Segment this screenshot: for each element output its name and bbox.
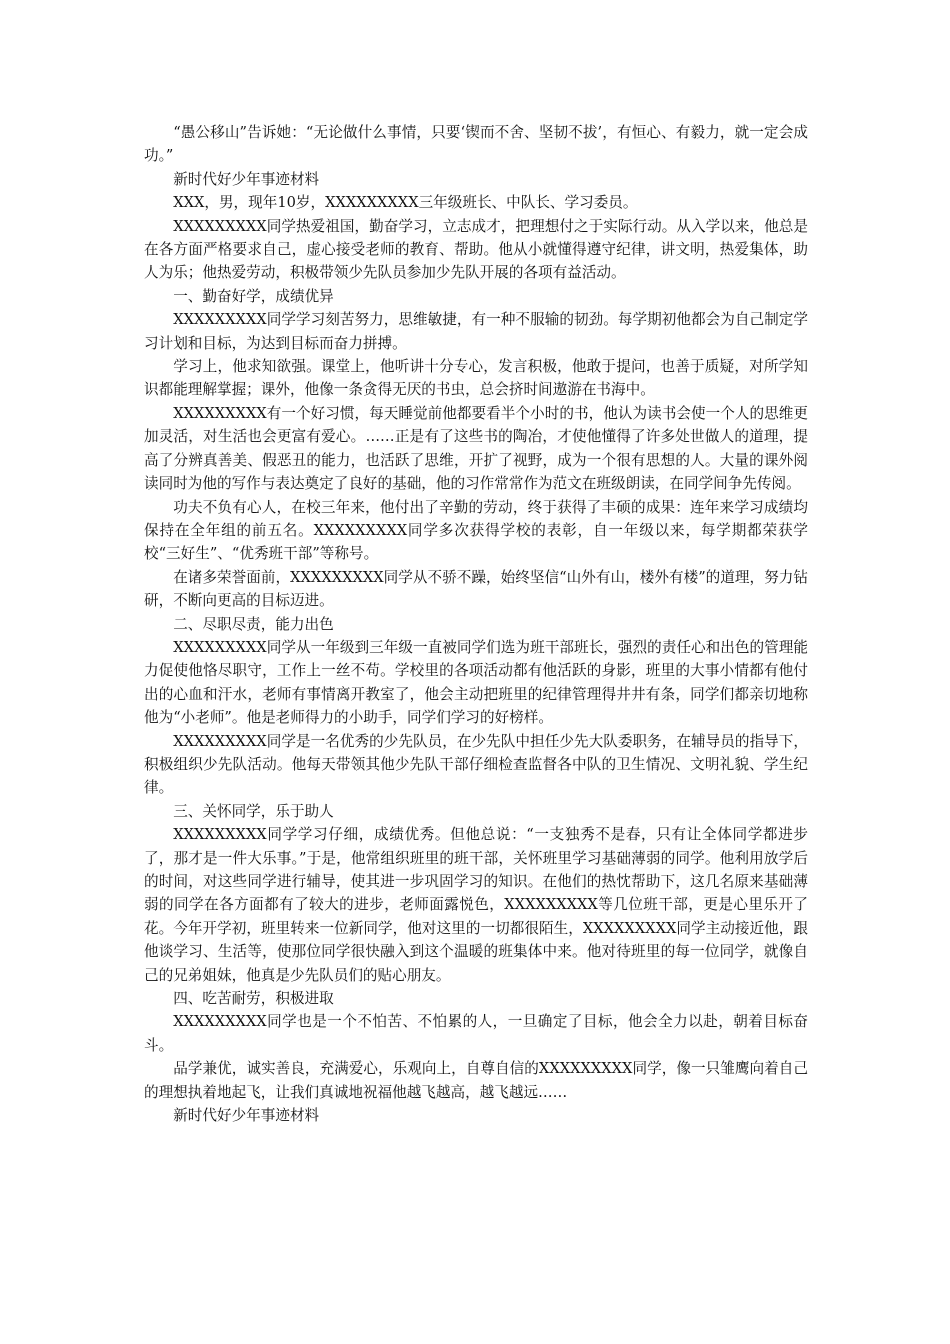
paragraph: XXXXXXXXX同学是一名优秀的少先队员，在少先队中担任少先大队委职务，在辅导员的指导下，积极组织少先队活动。他每天带领其他少先队干部仔细检查监督各中队的卫生情况、文明礼貌、学生纪律。 — [144, 732, 808, 797]
paragraph: XXXXXXXXX同学从一年级到三年级一直被同学们选为班干部班长，强烈的责任心和出色的管理能力促使他恪尽职守，工作上一丝不苟。学校里的各项活动都有他活跃的身影，班里的大事小情都有他付出的心血和汗水，老师有事情离开教室了，他会主动把班里的纪律管理得井井有条，同学们都亲切地称他为“小老师”。他是老师得力的小助手，同学们学习的好榜样。 — [144, 638, 808, 727]
document-title-repeat: 新时代好少年事迹材料 — [173, 1107, 320, 1125]
paragraph-intro-quote: “愚公移山”告诉她：“无论做什么事情，只要‘锲而不舍、坚韧不拔’，有恒心、有毅力，就一定会成功。” — [144, 124, 808, 165]
document-body — [144, 121, 808, 1127]
paragraph: 学习上，他求知欲强。课堂上，他听讲十分专心，发言积极，他敢于提问，也善于质疑，对所学知识都能理解掌握；课外，他像一条贪得无厌的书虫，总会挤时间遨游在书海中。 — [144, 358, 808, 399]
paragraph: XXXXXXXXX有一个好习惯，每天睡觉前他都要看半个小时的书，他认为读书会使一个人的思维更加灵活，对生活也会更富有爱心。……正是有了这些书的陶冶，才使他懂得了许多处世做人的道理，提高了分辨真善美、假恶丑的能力，也活跃了思维，开扩了视野，成为一个很有思想的人。大量的课外阅读同时为他的写作与表达奠定了良好的基础，他的习作常常作为范文在班级朗读，在同学间争先传阅。 — [144, 404, 808, 493]
paragraph-overview: XXXXXXXXX同学热爱祖国，勤奋学习，立志成才，把理想付之于实际行动。从入学以来，他总是在各方面严格要求自己，虚心接受老师的教育、帮助。他从小就懂得遵守纪律，讲文明，热爱集体，助人为乐；他热爱劳动，积极带领少先队员参加少先队开展的各项有益活动。 — [144, 217, 808, 282]
paragraph: 功夫不负有心人，在校三年来，他付出了辛勤的劳动，终于获得了丰硕的成果：连年来学习成绩均保持在全年组的前五名。XXXXXXXXX同学多次获得学校的表彰，自一年级以来，每学期都荣获学校“三好生”、“优秀班干部”等称号。 — [144, 498, 808, 563]
section-heading-3: 三、关怀同学，乐于助人 — [173, 802, 334, 820]
document-title: 新时代好少年事迹材料 — [173, 170, 320, 188]
paragraph: XXXXXXXXX同学也是一个不怕苦、不怕累的人，一旦确定了目标，他会全力以赴，朝着目标奋斗。 — [144, 1013, 808, 1054]
section-heading-4: 四、吃苦耐劳，积极进取 — [173, 990, 334, 1008]
paragraph: XXXXXXXXX同学学习刻苦努力，思维敏捷，有一种不服输的韧劲。每学期初他都会为自己制定学习计划和目标，为达到目标而奋力拼搏。 — [144, 311, 808, 352]
paragraph: 在诸多荣誉面前，XXXXXXXXX同学从不骄不躁，始终坚信“山外有山，楼外有楼”的道理，努力钻研，不断向更高的目标迈进。 — [144, 568, 808, 610]
section-heading-2: 二、尽职尽责，能力出色 — [173, 615, 334, 633]
paragraph: XXXXXXXXX同学学习仔细，成绩优秀。但他总说：“一支独秀不是春，只有让全体同学都进步了，那才是一件大乐事。”于是，他常组织班里的班干部，关怀班里学习基础薄弱的同学。他利用放学后的时间，对这些同学进行辅导，使其进一步巩固学习的知识。在他们的热忱帮助下，这几名原来基础薄弱的同学在各方面都有了较大的进步，老师面露悦色，XXXXXXXXX等几位班干部，更是心里乐开了花。今年开学初，班里转来一位新同学，他对这里的一切都很陌生，XXXXXXXXX同学主动接近他，跟他谈学习、生活等，使那位同学很快融入到这个温暖的班集体中来。他对待班里的每一位同学，就像自己的兄弟姐妹，他真是少先队员们的贴心朋友。 — [144, 826, 808, 984]
student-profile: XXX，男，现年10岁，XXXXXXXXX三年级班长、中队长、学习委员。 — [173, 194, 638, 212]
section-heading-1: 一、勤奋好学，成绩优异 — [173, 287, 334, 305]
paragraph-closing: 品学兼优，诚实善良，充满爱心，乐观向上，自尊自信的XXXXXXXXX同学，像一只雏鹰向着自己的理想执着地起飞，让我们真诚地祝福他越飞越高，越飞越远…… — [144, 1060, 808, 1101]
